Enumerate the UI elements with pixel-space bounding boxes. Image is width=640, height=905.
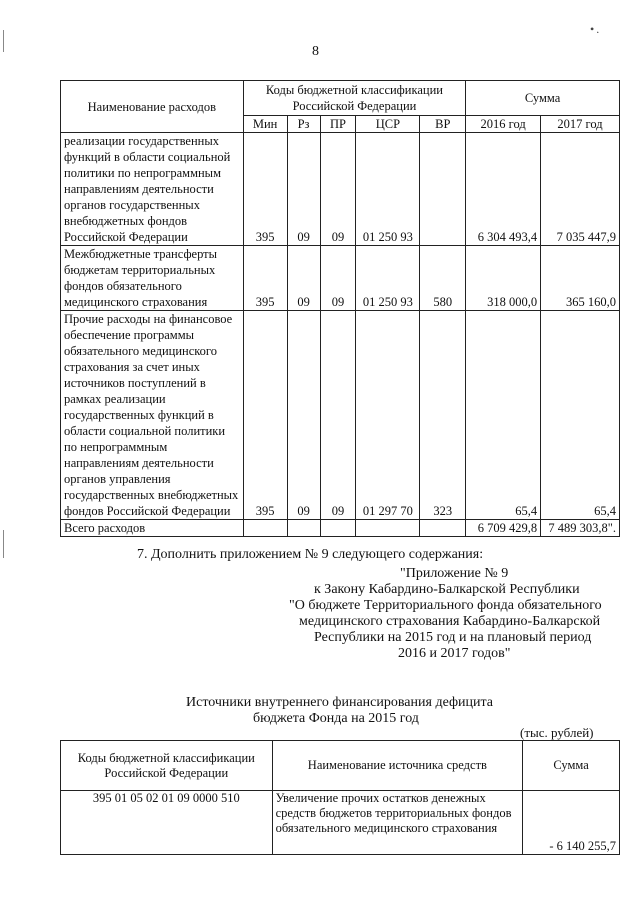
header-min: Мин	[243, 116, 287, 133]
table-row	[61, 791, 620, 855]
scan-edge-line	[3, 530, 4, 558]
row-csr: 01 250 93	[356, 246, 420, 311]
row-min: 395	[243, 133, 287, 246]
header-name: Наименование источника средств	[272, 741, 523, 791]
row-name: Межбюджетные трансферты бюджетам территориальных фондов обязательного медицинского страхования	[61, 246, 244, 311]
row-2016: 6 304 493,4	[466, 133, 541, 246]
header-csr: ЦСР	[356, 116, 420, 133]
table-row	[61, 246, 620, 311]
row-rz: 09	[287, 133, 320, 246]
total-2017: 7 489 303,8".	[541, 520, 620, 537]
row-pr: 09	[320, 311, 356, 520]
row-2017: 65,4	[541, 311, 620, 520]
header-name: Наименование расходов	[61, 81, 244, 133]
appendix-line: к Закону Кабардино-Балкарской Республики	[314, 582, 580, 597]
total-row	[61, 520, 620, 537]
row-pr: 09	[320, 133, 356, 246]
header-2017: 2017 год	[541, 116, 620, 133]
row-2016: 318 000,0	[466, 246, 541, 311]
expenses-table	[60, 80, 620, 537]
row-name: реализации государственных функций в области социальной политики по непрограммным направлениям деятельности органов государственных внебюджетных фондов Российской Федерации	[61, 133, 244, 246]
row-min: 395	[243, 311, 287, 520]
total-label: Всего расходов	[61, 520, 244, 537]
scan-edge-line	[3, 30, 4, 52]
appendix-line: "Приложение № 9	[400, 566, 509, 581]
table-row	[61, 311, 620, 520]
row-2017: 365 160,0	[541, 246, 620, 311]
appendix-line: медицинского страхования Кабардино-Балкарской	[299, 614, 601, 629]
sources-title: бюджета Фонда на 2015 год	[253, 711, 419, 726]
header-sum: Сумма	[466, 81, 620, 116]
row-vr	[420, 133, 466, 246]
item-7-heading: 7. Дополнить приложением № 9 следующего содержания:	[137, 547, 484, 562]
header-rz: Рз	[287, 116, 320, 133]
row-min: 395	[243, 246, 287, 311]
header-pr: ПР	[320, 116, 356, 133]
page-number: 8	[312, 44, 319, 59]
row-2016: 65,4	[466, 311, 541, 520]
table-row	[61, 133, 620, 246]
row-csr: 01 297 70	[356, 311, 420, 520]
sources-title: Источники внутреннего финансирования дефицита	[186, 695, 494, 710]
row-code: 395 01 05 02 01 09 0000 510	[61, 791, 273, 855]
row-csr: 01 250 93	[356, 133, 420, 246]
header-vr: ВР	[420, 116, 466, 133]
appendix-line: 2016 и 2017 годов"	[398, 646, 511, 661]
header-sum: Сумма	[523, 741, 620, 791]
corner-mark: •.	[590, 22, 602, 36]
header-codes: Коды бюджетной классификации Российской Федерации	[61, 741, 273, 791]
row-vr: 580	[420, 246, 466, 311]
row-sum: - 6 140 255,7	[523, 791, 620, 855]
row-rz: 09	[287, 246, 320, 311]
row-name: Увеличение прочих остатков денежных средств бюджетов территориальных фондов обязательного медицинского страхования	[272, 791, 523, 855]
row-name: Прочие расходы на финансовое обеспечение программы обязательного медицинского страхования за счет иных источников поступлений в рамках реализации государственных функций в области социальной политики по непрограммным направлениям деятельности органов управления государственных внебюджетных фондов Российской Федерации	[61, 311, 244, 520]
units-label: (тыс. рублей)	[520, 725, 594, 740]
header-codes: Коды бюджетной классификации Российской Федерации	[243, 81, 466, 116]
sources-table	[60, 740, 620, 855]
total-2016: 6 709 429,8	[466, 520, 541, 537]
row-rz: 09	[287, 311, 320, 520]
row-vr: 323	[420, 311, 466, 520]
appendix-line: "О бюджете Территориального фонда обязательного	[289, 598, 602, 613]
row-2017: 7 035 447,9	[541, 133, 620, 246]
appendix-line: Республики на 2015 год и на плановый период	[314, 630, 592, 645]
header-2016: 2016 год	[466, 116, 541, 133]
row-pr: 09	[320, 246, 356, 311]
